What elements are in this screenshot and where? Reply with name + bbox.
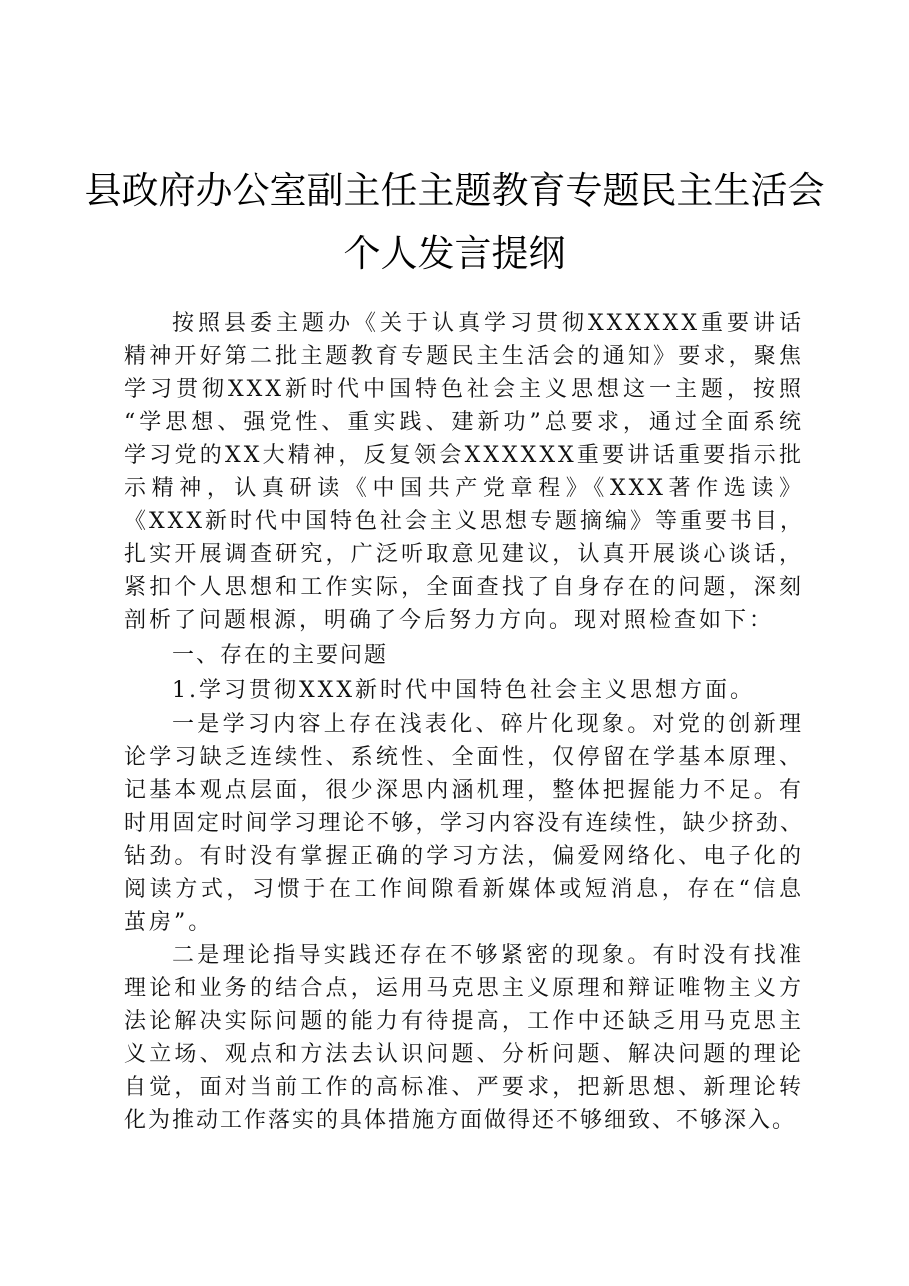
paragraph-line: 理论和业务的结合点，运用马克思主义原理和辩证唯物主义方 (124, 976, 804, 1001)
paragraph-line: “学思想、强党性、重实践、建新功”总要求，通过全面系统 (124, 410, 804, 435)
paragraph-line: 阅读方式，习惯于在工作间隙看新媒体或短消息，存在“信息 (124, 877, 804, 902)
paragraph-line: 钻劲。有时没有掌握正确的学习方法，偏爱网络化、电子化的 (124, 844, 804, 869)
paragraph-line: 学习贯彻XXX新时代中国特色社会主义思想这一主题，按照 (124, 377, 804, 402)
paragraph-line: 论学习缺乏连续性、系统性、全面性，仅停留在学基本原理、 (124, 745, 804, 770)
paragraph-line: 法论解决实际问题的能力有待提高，工作中还缺乏用马克思主 (124, 1009, 804, 1034)
paragraph-line: 茧房”。 (124, 910, 214, 935)
paragraph-line: 自觉，面对当前工作的高标准、严要求，把新思想、新理论转 (124, 1075, 804, 1100)
document-title-line-2: 个人发言提纲 (343, 232, 566, 275)
paragraph-line: 时用固定时间学习理论不够，学习内容没有连续性，缺少挤劲、 (124, 811, 804, 836)
paragraph-line: 二是理论指导实践还存在不够紧密的现象。有时没有找准 (172, 943, 804, 968)
paragraph-line: 扎实开展调查研究，广泛听取意见建议，认真开展谈心谈话， (124, 542, 804, 567)
section-heading: 一、存在的主要问题 (172, 643, 389, 668)
paragraph-line: 记基本观点层面，很少深思内涵机理，整体把握能力不足。有 (124, 778, 804, 803)
paragraph-line: 精神开好第二批主题教育专题民主生活会的通知》要求，聚焦 (124, 344, 804, 369)
paragraph-line: 《XXX新时代中国特色社会主义思想专题摘编》等重要书目， (124, 509, 805, 534)
paragraph-line: 一是学习内容上存在浅表化、碎片化现象。对党的创新理 (172, 712, 804, 737)
document-title-line-1: 县政府办公室副主任主题教育专题民主生活会 (84, 169, 825, 212)
paragraph-line: 按照县委主题办《关于认真学习贯彻XXXXXX重要讲话 (172, 311, 804, 336)
paragraph-line: 化为推动工作落实的具体措施方面做得还不够细致、不够深入。 (124, 1108, 797, 1133)
paragraph-line: 示精神，认真研读《中国共产党章程》《XXX著作选读》 (124, 476, 804, 501)
paragraph-line: 学习党的XX大精神，反复领会XXXXXX重要讲话重要指示批 (124, 443, 804, 468)
paragraph-line: 紧扣个人思想和工作实际，全面查找了自身存在的问题，深刻 (124, 575, 804, 600)
subsection-heading: 1.学习贯彻XXX新时代中国特色社会主义思想方面。 (172, 678, 755, 703)
paragraph-line: 义立场、观点和方法去认识问题、分析问题、解决问题的理论 (124, 1042, 804, 1067)
paragraph-line: 剖析了问题根源，明确了今后努力方向。现对照检查如下： (124, 608, 775, 633)
